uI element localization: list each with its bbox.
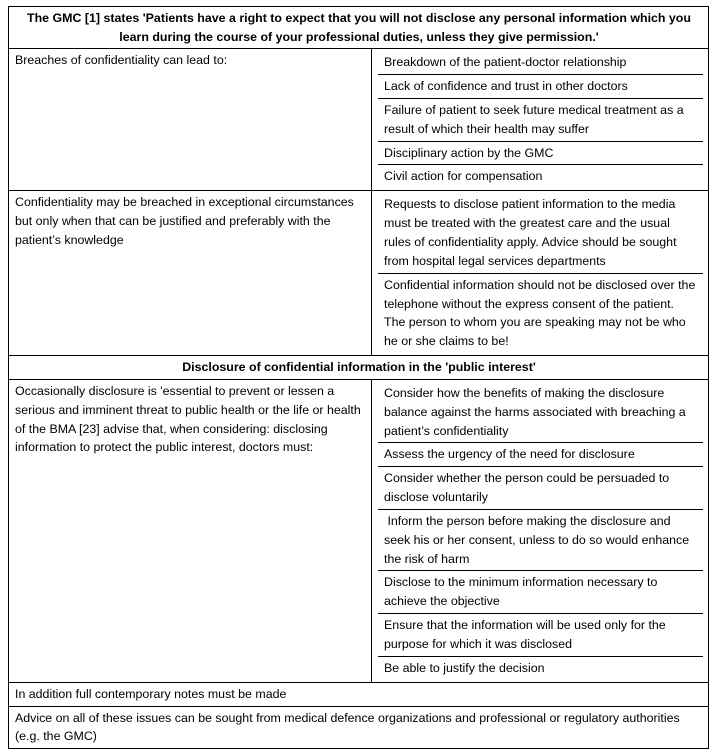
table-row-title-banner bbox=[9, 7, 709, 49]
list-item bbox=[378, 614, 703, 657]
section-2-right-list bbox=[378, 193, 703, 353]
list-item bbox=[378, 165, 703, 188]
list-item bbox=[378, 571, 703, 614]
section-1-item-1: Lack of confidence and trust in other doctors bbox=[378, 75, 703, 99]
list-item bbox=[378, 98, 703, 141]
table-row-section-3 bbox=[9, 379, 709, 682]
section-2-left-label: Confidentiality may be breached in exceptional circumstances but only when that can be justified and preferably with the patient’s knowledge bbox=[9, 191, 372, 356]
confidentiality-table bbox=[8, 6, 709, 749]
table-row-section-banner bbox=[9, 356, 709, 380]
list-item bbox=[378, 656, 703, 679]
confidentiality-guidance-document bbox=[8, 6, 708, 749]
list-item bbox=[378, 382, 703, 443]
section-1-right-list-cell bbox=[372, 49, 709, 191]
section-1-item-3: Disciplinary action by the GMC bbox=[378, 141, 703, 165]
section-3-left-label: Occasionally disclosure is 'essential to prevent or lessen a serious and imminent threat to public health or the life or health of the BMA [23] advise that, when considering: disclosing information to protect the public interest, doctors must: bbox=[9, 379, 372, 682]
table-row-section-1 bbox=[9, 49, 709, 191]
public-interest-section-banner: Disclosure of confidential information in the 'public interest' bbox=[9, 356, 709, 380]
section-3-item-1: Assess the urgency of the need for disclosure bbox=[378, 443, 703, 467]
section-3-item-6: Be able to justify the decision bbox=[384, 660, 545, 675]
list-item bbox=[378, 141, 703, 165]
document-title-banner: The GMC [1] states 'Patients have a right to expect that you will not disclose any personal information which you learn during the course of your professional duties, unless they give permission.' bbox=[9, 7, 709, 49]
list-item bbox=[378, 75, 703, 99]
list-item bbox=[378, 443, 703, 467]
section-1-item-0: Breakdown of the patient-doctor relationship bbox=[378, 51, 703, 74]
table-row-footer-1 bbox=[9, 682, 709, 706]
footer-note-contemporary-notes: In addition full contemporary notes must be made bbox=[9, 682, 709, 706]
section-3-item-0: Consider how the benefits of making the disclosure balance against the harms associated with breaching a patient’s confidentiality bbox=[378, 382, 703, 443]
list-item bbox=[378, 51, 703, 74]
list-item bbox=[378, 273, 703, 353]
section-1-right-list bbox=[378, 51, 703, 188]
list-item bbox=[378, 509, 703, 571]
section-3-item-5: Ensure that the information will be used only for the purpose for which it was disclosed bbox=[378, 614, 703, 657]
section-1-left-label: Breaches of confidentiality can lead to: bbox=[9, 49, 372, 191]
section-2-item-1: Confidential information should not be disclosed over the telephone without the express consent of the patient. The person to whom you are speaking may not be who he or she claims to be! bbox=[384, 277, 696, 349]
section-3-right-list-cell bbox=[372, 379, 709, 682]
list-item bbox=[378, 193, 703, 273]
table-row-footer-2 bbox=[9, 706, 709, 749]
section-2-item-0: Requests to disclose patient information to the media must be treated with the greatest care and the usual rules of confidentiality apply. Advice should be sought from hospital legal services departments bbox=[378, 193, 703, 273]
section-3-item-4: Disclose to the minimum information necessary to achieve the objective bbox=[378, 571, 703, 614]
table-row-section-2 bbox=[9, 191, 709, 356]
section-2-right-list-cell bbox=[372, 191, 709, 356]
section-1-item-4: Civil action for compensation bbox=[384, 169, 543, 184]
section-3-item-2: Consider whether the person could be persuaded to disclose voluntarily bbox=[378, 467, 703, 510]
section-1-item-2: Failure of patient to seek future medical treatment as a result of which their health may suffer bbox=[378, 98, 703, 141]
list-item bbox=[378, 467, 703, 510]
section-3-right-list bbox=[378, 382, 703, 680]
section-3-item-3: Inform the person before making the disclosure and seek his or her consent, unless to do so would enhance the risk of harm bbox=[378, 509, 703, 571]
footer-note-advice: Advice on all of these issues can be sought from medical defence organizations and professional or regulatory authorities (e.g. the GMC) bbox=[9, 706, 709, 749]
